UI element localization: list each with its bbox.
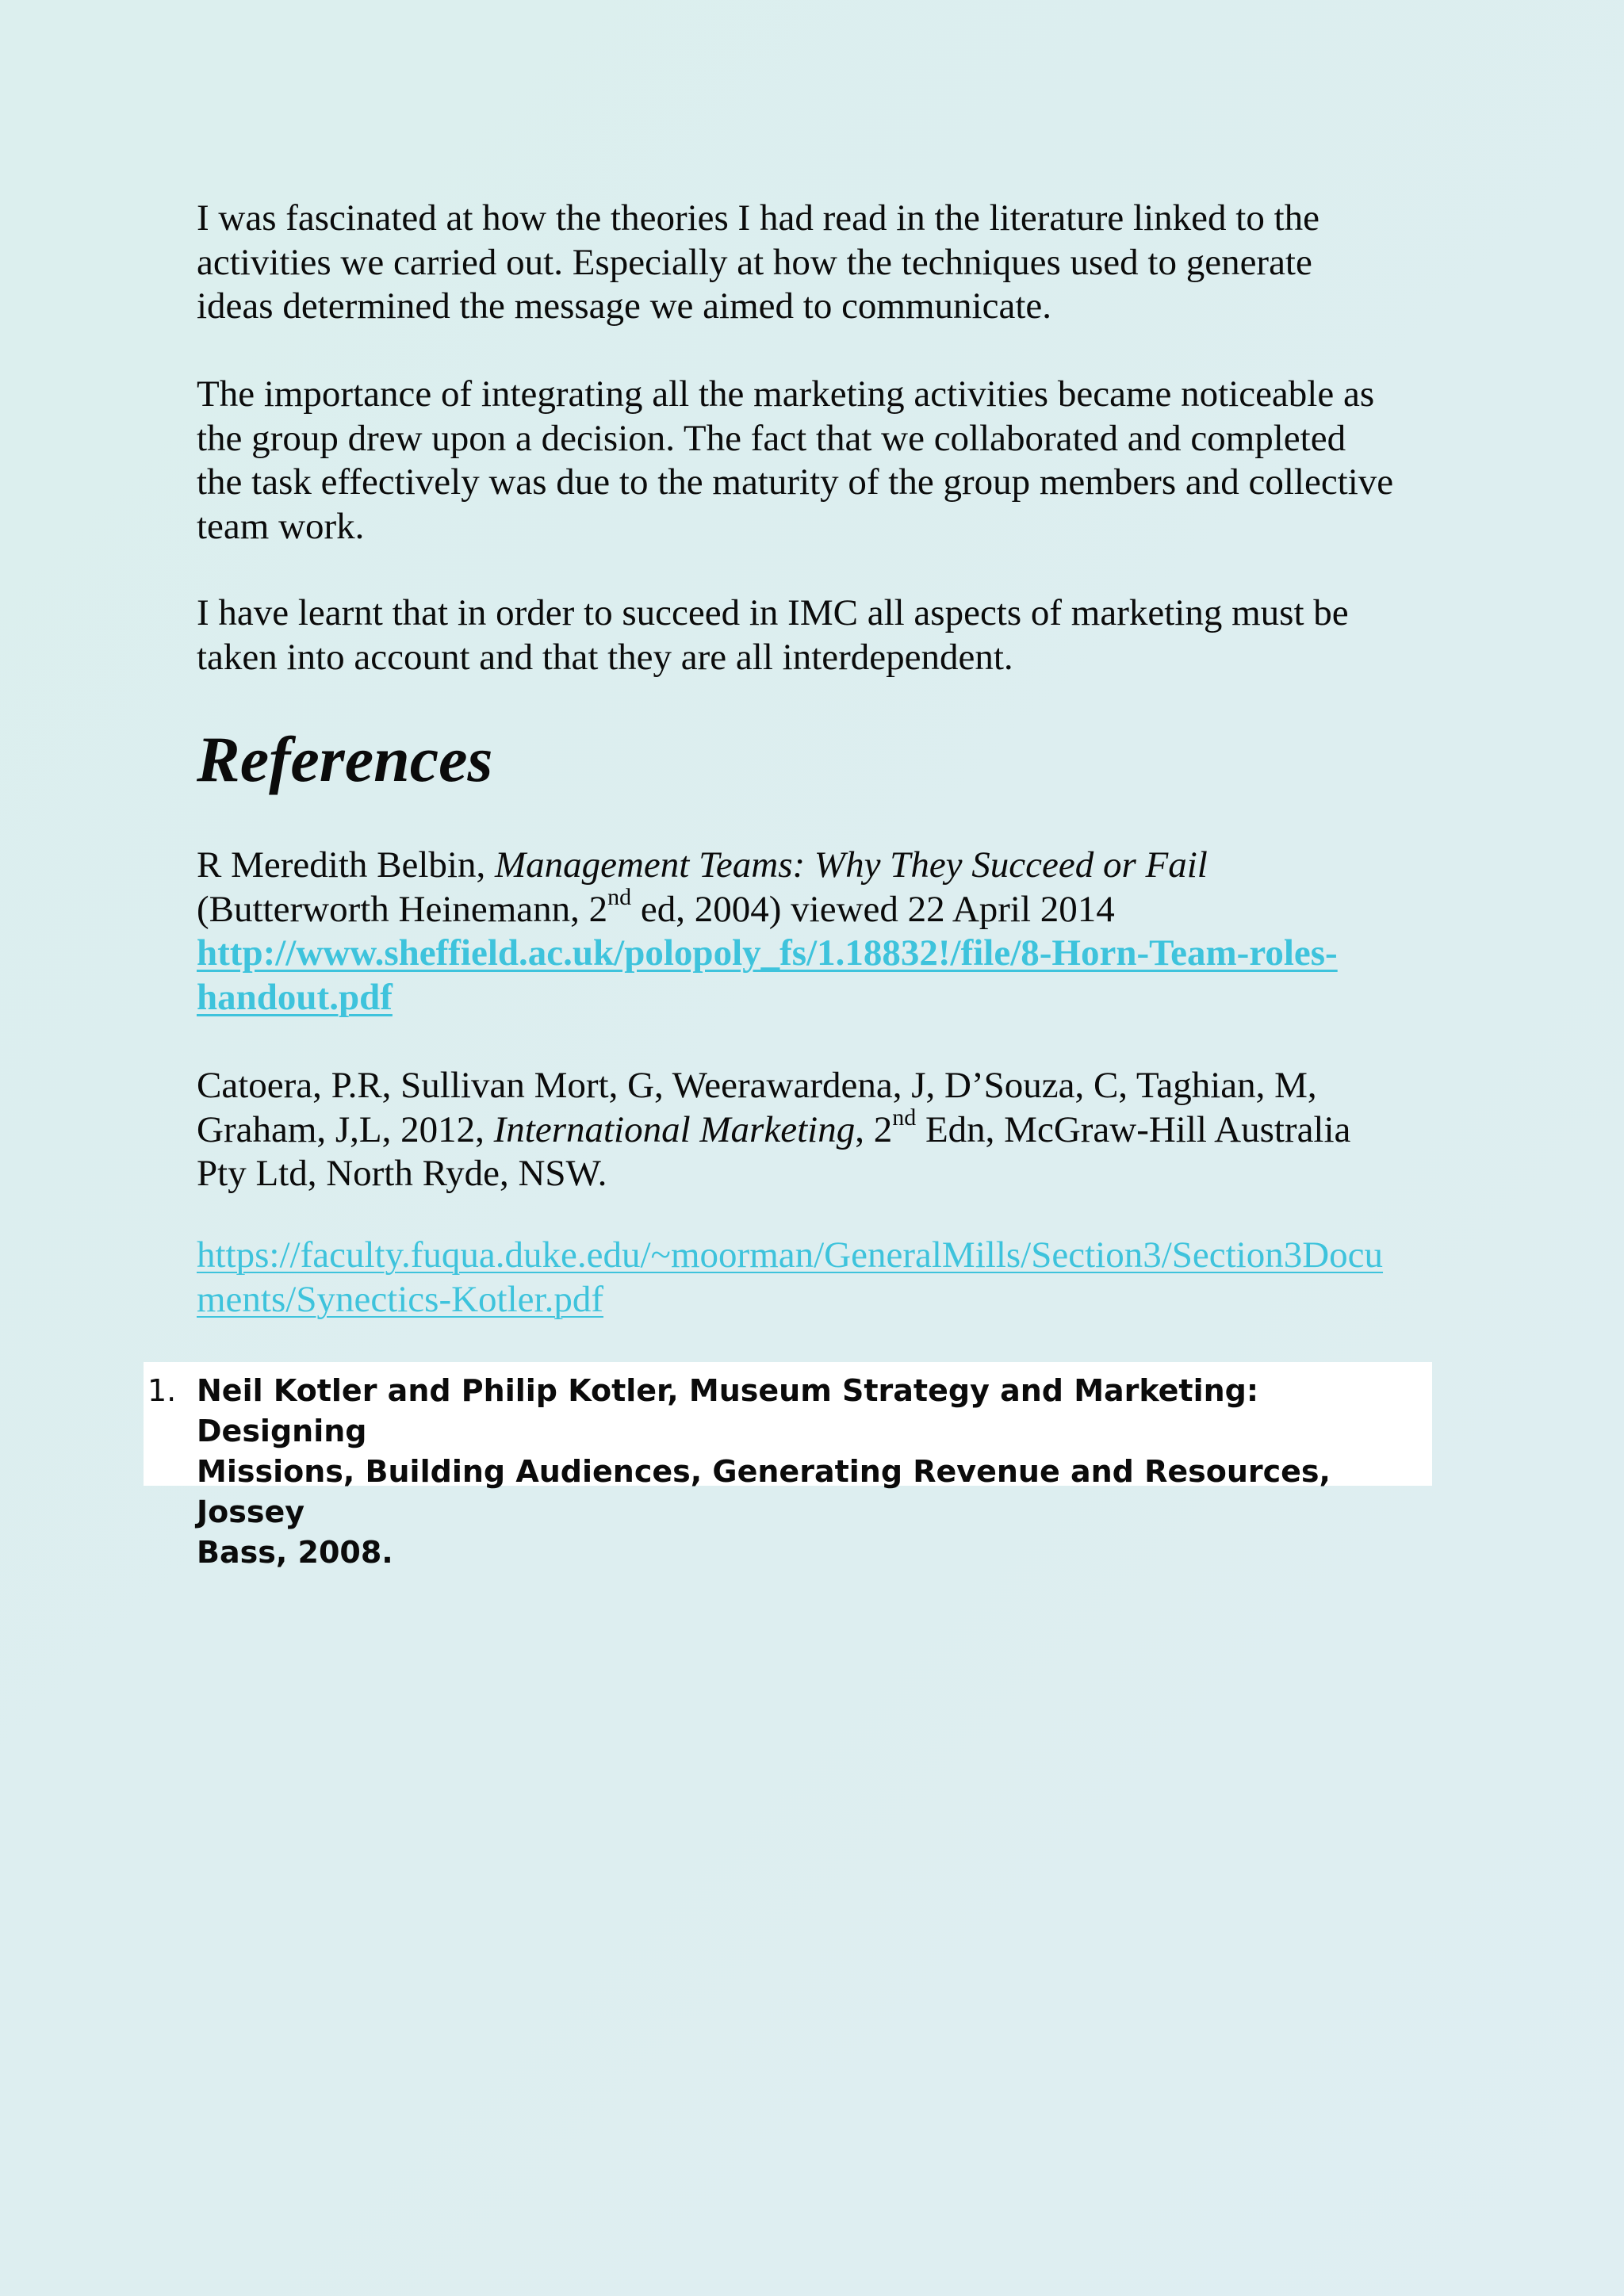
reference-entry-duke — [197, 1234, 1434, 1322]
paragraph-line: activities we carried out. Especially at how the techniques used to generate — [197, 241, 1312, 283]
footnote-line: Neil Kotler and Philip Kotler, Museum Strategy and Marketing: Designing — [197, 1373, 1259, 1448]
footnote-box — [144, 1362, 1432, 1570]
reference-url-line-1[interactable]: http://www.sheffield.ac.uk/polopoly_fs/1.18832!/file/8-Horn-Team-roles- — [197, 932, 1338, 974]
reference-edition: , 2 — [855, 1108, 893, 1150]
footnote-line: Missions, Building Audiences, Generating Revenue and Resources, Jossey — [197, 1454, 1331, 1529]
reference-url-line-2[interactable]: handout.pdf — [197, 976, 393, 1018]
footnote-line: Bass, 2008. — [197, 1535, 393, 1570]
reference-edition-rest: Edn, McGraw-Hill Australia — [916, 1108, 1351, 1150]
footnote-number: 1. — [147, 1373, 177, 1408]
reference-authors-line: Catoera, P.R, Sullivan Mort, G, Weerawardena, J, D’Souza, C, Taghian, M, — [197, 1065, 1317, 1106]
reference-publisher-rest: ed, 2004) viewed 22 April 2014 — [631, 888, 1115, 930]
reference-publisher: Pty Ltd, North Ryde, NSW. — [197, 1153, 607, 1194]
paragraph-line: The importance of integrating all the marketing activities became noticeable as — [197, 373, 1375, 415]
reference-url-line-1[interactable]: https://faculty.fuqua.duke.edu/~moorman/GeneralMills/Section3/Section3Docu — [197, 1234, 1384, 1276]
reference-entry-belbin — [197, 844, 1434, 1020]
reference-title: Management Teams: Why They Succeed or Fail — [494, 844, 1208, 886]
reflection-paragraph-1 — [197, 197, 1434, 329]
reference-url-link[interactable] — [197, 932, 1338, 1018]
reflection-paragraph-3 — [197, 591, 1434, 679]
reference-entry-catoera — [197, 1064, 1434, 1196]
paragraph-line: the group drew upon a decision. The fact that we collaborated and completed — [197, 417, 1346, 459]
paragraph-line: I have learnt that in order to succeed in IMC all aspects of marketing must be — [197, 592, 1349, 633]
paragraph-line: team work. — [197, 505, 365, 547]
reflection-paragraph-2 — [197, 373, 1434, 549]
reference-author: R Meredith Belbin, — [197, 844, 495, 886]
reference-superscript: nd — [892, 1104, 917, 1131]
references-heading: References — [197, 723, 493, 795]
reference-url-link[interactable] — [197, 1234, 1383, 1320]
paragraph-line: ideas determined the message we aimed to communicate. — [197, 285, 1051, 327]
footnote-text — [197, 1371, 1430, 1573]
reference-publisher: (Butterworth Heinemann, 2 — [197, 888, 608, 930]
paragraph-line: taken into account and that they are all interdependent. — [197, 636, 1013, 678]
reference-url-line-2[interactable]: ments/Synectics-Kotler.pdf — [197, 1278, 603, 1320]
reference-authors-line: Graham, J,L, 2012, — [197, 1108, 494, 1150]
paragraph-line: the task effectively was due to the maturity of the group members and collective — [197, 461, 1394, 503]
reference-superscript: nd — [607, 883, 632, 910]
paragraph-line: I was fascinated at how the theories I had read in the literature linked to the — [197, 197, 1320, 239]
reference-title: International Marketing — [493, 1108, 856, 1150]
